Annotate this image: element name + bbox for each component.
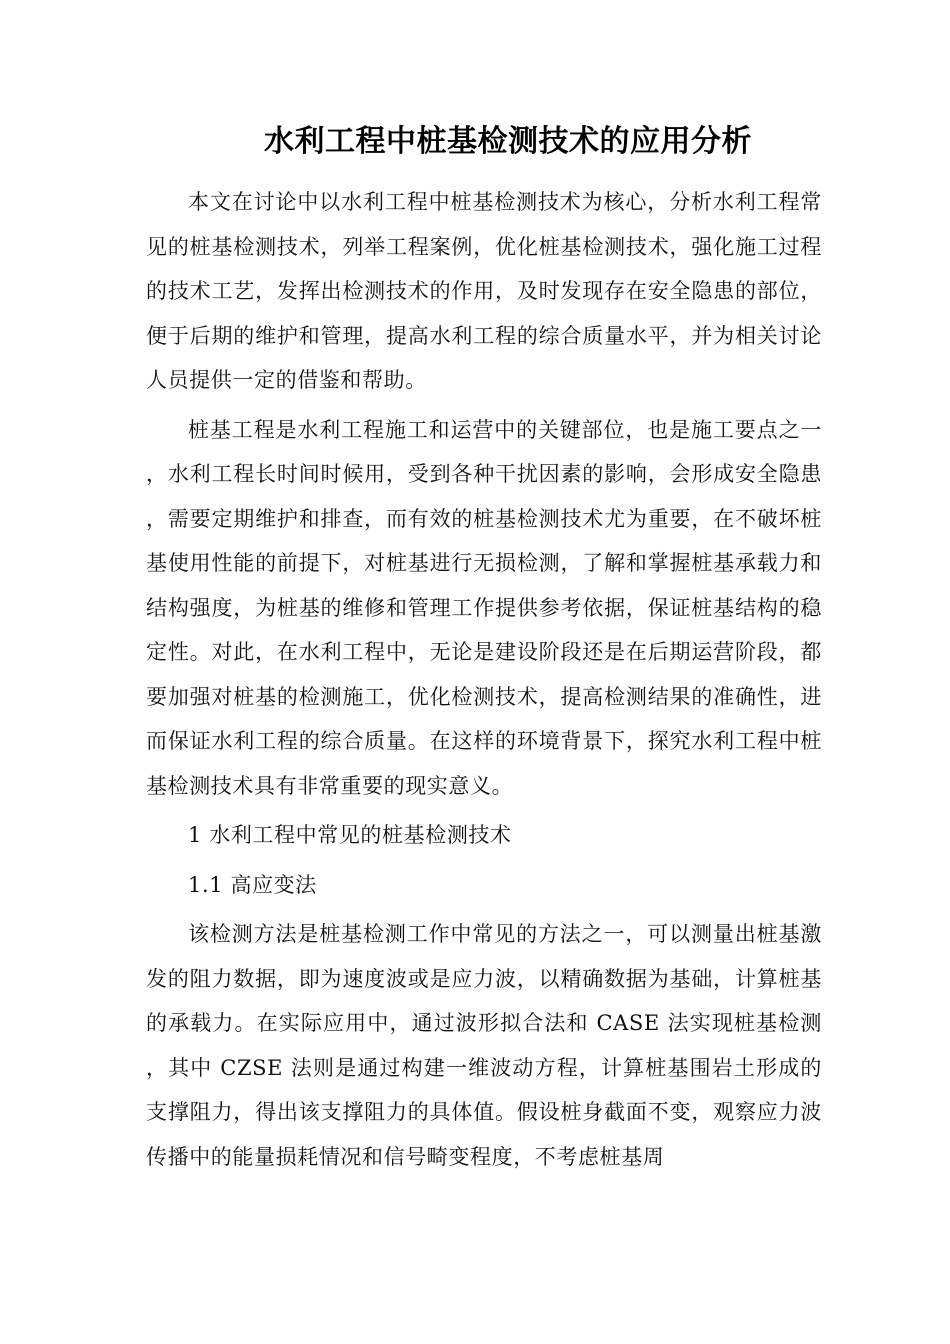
paragraph-abstract: 本文在讨论中以水利工程中桩基检测技术为核心，分析水利工程常见的桩基检测技术，列举工程案例，优化桩基检测技术，强化施工过程的技术工艺，发挥出检测技术的作用，及时发现存在安全隐患的部位，便于后期的维护和管理，提高水利工程的综合质量水平，并为相关讨论人员提供一定的借鉴和帮助。 <box>146 190 822 392</box>
section-heading-1: 1 水利工程中常见的桩基检测技术 <box>188 823 512 847</box>
paragraph-high-strain-method: 该检测方法是桩基检测工作中常见的方法之一，可以测量出桩基激发的阻力数据，即为速度波或是应力波，以精确数据为基础，计算桩基的承载力。在实际应用中，通过波形拟合法和 CASE 法实现桩基检测，其中 CZSE 法则是通过构建一维波动方程，计算桩基围岩土形成的支撑阻力，得出该支撑阻力的具体值。假设桩身截面不变，观察应力波传播中的能量损耗情况和信号畸变程度，不考虑桩基周 <box>146 922 822 1169</box>
document-title: 水利工程中桩基检测技术的应用分析 <box>264 124 752 159</box>
subsection-heading-1-1: 1.1 高应变法 <box>188 872 317 897</box>
paragraph-introduction: 桩基工程是水利工程施工和运营中的关键部位，也是施工要点之一，水利工程长时间时候用，受到各种干扰因素的影响，会形成安全隐患，需要定期维护和排查，而有效的桩基检测技术尤为重要，在不破坏桩基使用性能的前提下，对桩基进行无损检测，了解和掌握桩基承载力和结构强度，为桩基的维修和管理工作提供参考依据，保证桩基结构的稳定性。对此，在水利工程中，无论是建设阶段还是在后期运营阶段，都要加强对桩基的检测施工，优化检测技术，提高检测结果的准确性，进而保证水利工程的综合质量。在这样的环境背景下，探究水利工程中桩基检测技术具有非常重要的现实意义。 <box>146 417 822 798</box>
document-body <box>146 180 822 1179</box>
